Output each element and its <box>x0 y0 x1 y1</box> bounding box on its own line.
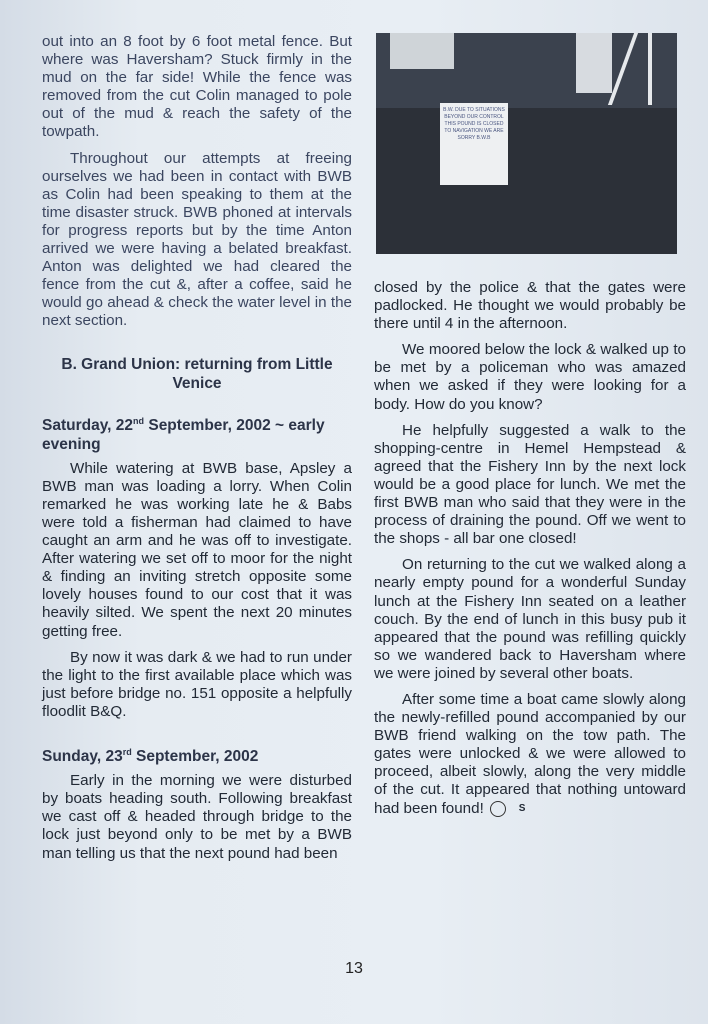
date-heading-sunday: Sunday, 23rd September, 2002 <box>42 746 259 766</box>
paragraph: closed by the police & that the gates were padlocked. He thought we would probably be there until 4 in the afternoon. <box>374 279 686 333</box>
right-column <box>374 279 686 826</box>
paragraph: On returning to the cut we walked along a nearly empty pound for a wonderful Sunday lunch at the Fishery Inn seated on a leather couch. By the end of lunch in this busy pub it appeared that the pound was refilling quickly so we wandered back to Haversham where we were joined by several other boats. <box>374 556 686 682</box>
left-column <box>42 33 352 871</box>
paragraph: Throughout our attempts at freeing ourselves we had been in contact with BWB as Colin had been speaking to them at the time disaster struck. BWB phoned at intervals for progress reports but by the time Anton arrived we were having a belated breakfast. Anton was delighted we had cleared the fence from the cut &, after a coffee, said he would go ahead & check the water level in the next section. <box>42 149 352 330</box>
paragraph: By now it was dark & we had to run under the light to the first available place which was just before bridge no. 151 opposite a helpfully floodlit B&Q. <box>42 648 352 720</box>
paragraph: We moored below the lock & walked up to be met by a policeman who was amazed when we asked if they were looking for a body. How do you know? <box>374 341 686 413</box>
section-heading: B. Grand Union: returning from Little Venice <box>61 355 333 392</box>
page-number: 13 <box>345 960 363 977</box>
paragraph: While watering at BWB base, Apsley a BWB man was loading a lorry. When Colin remarked he was working late he & Babs were told a fisherman had claimed to have caught an arm and he was off to investigate. After watering we set off to moor for the night & finding an inviting stretch opposite some lovely houses found to our cost that it was heavily silted. We spent the next 20 minutes getting free. <box>42 459 352 640</box>
lock-notice-photo <box>376 33 677 254</box>
paragraph: Early in the morning we were disturbed by boats heading south. Following breakfast we cast off & headed through bridge to the lock just beyond only to be met by a BWB man telling us that the next pound had been <box>42 772 352 862</box>
end-mark-icon: S <box>490 801 506 817</box>
closure-notice: B.W. DUE TO SITUATIONS BEYOND OUR CONTROL THIS POUND IS CLOSED TO NAVIGATION WE ARE SORRY B.W.B <box>440 103 508 185</box>
date-heading-saturday: Saturday, 22nd September, 2002 ~ early evening <box>42 415 325 453</box>
paragraph: He helpfully suggested a walk to the shopping-centre in Hemel Hempstead & agreed that the Fishery Inn by the next lock would be a good place for lunch. We met the first BWB man who said that they were in the process of draining the pound. Off we went to the shops - all bar one closed! <box>374 421 686 548</box>
paragraph-last: After some time a boat came slowly along the newly-refilled pound accompanied by our BWB friend walking on the tow path. The gates were unlocked & we were allowed to proceed, albeit slowly, along the very middle of the cut. It appeared that nothing untoward had been found! S <box>374 690 686 817</box>
paragraph: out into an 8 foot by 6 foot metal fence. But where was Haversham? Stuck firmly in the mud on the far side! While the fence was removed from the cut Colin managed to pole out of the mud & reach the safety of the towpath. <box>42 33 352 141</box>
